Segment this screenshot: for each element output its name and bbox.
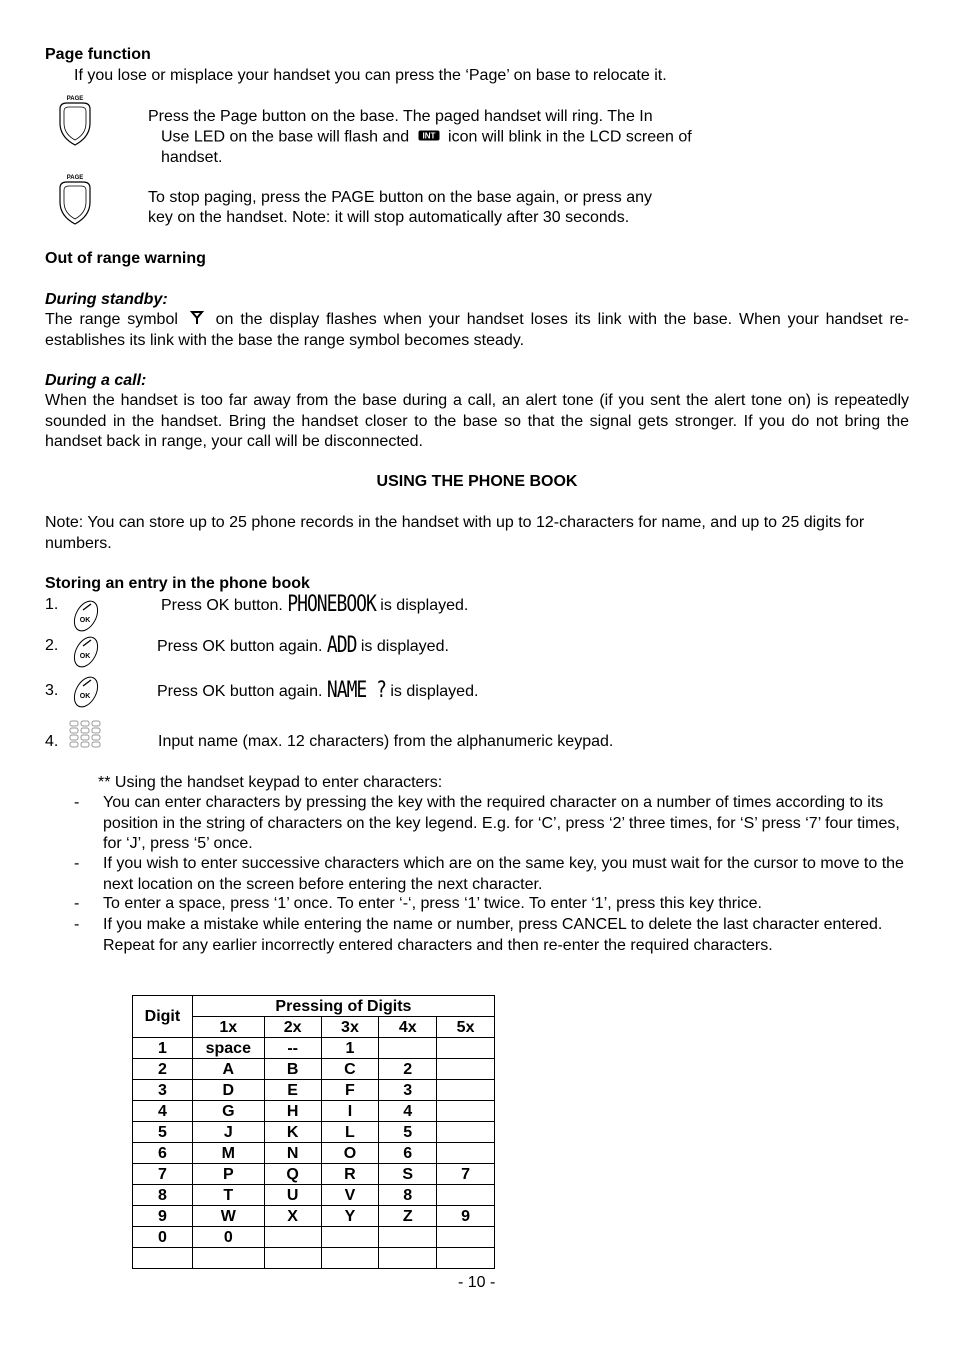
step-4-text: Input name (max. 12 characters) from the alphanumeric keypad. <box>158 733 614 750</box>
standby-text-b: on the display flashes when your handset loses its link with the base. When your handset re-establishes its link with the base the range symbol becomes steady. <box>45 311 909 349</box>
table-cell: T <box>192 1185 264 1206</box>
range-heading: Out of range warning <box>45 250 206 267</box>
table-cell <box>264 1227 321 1248</box>
int-icon <box>418 127 440 148</box>
table-cell <box>437 1227 495 1248</box>
step-1-lcd: PHONEBOOK <box>287 591 376 618</box>
table-cell <box>133 1248 193 1269</box>
table-cell <box>321 1248 379 1269</box>
ok-button-icon-3 <box>73 674 99 717</box>
table-row <box>133 1227 495 1248</box>
table-cell: U <box>264 1185 321 1206</box>
page-step1-line3: handset. <box>161 149 223 166</box>
page-icon-label-2: PAGE <box>66 175 84 181</box>
standby-text-a: The range symbol <box>45 311 178 328</box>
step-3-text <box>157 677 479 704</box>
ok-button-icon-2 <box>73 634 99 677</box>
table-row <box>133 1143 495 1164</box>
table-cell: A <box>192 1059 264 1080</box>
range-symbol-icon <box>191 310 203 331</box>
page-icon-label: PAGE <box>66 96 84 102</box>
page-number: - 10 - <box>458 1274 496 1291</box>
table-cell: 7 <box>437 1164 495 1185</box>
keypad-help-bullet-1: You can enter characters by pressing the key with the required character on a number of times according to its position in the string of characters on the key legend. E.g. for ‘C’, press ‘2’ three times, for ‘S’ press ‘7’ four times, for ‘J’, press ‘5’ once. <box>103 794 900 852</box>
table-cell: 6 <box>133 1143 193 1164</box>
table-cell <box>379 1038 437 1059</box>
call-text: When the handset is too far away from the base during a call, an alert tone (if you sent the alert tone on) is repeatedly sounded in the handset. Bring the handset closer to the base so that the signal gets stronger. If you do not bring the handset back in range, your call will be disconnected. <box>45 392 909 450</box>
table-cell: 0 <box>133 1227 193 1248</box>
table-row <box>133 1206 495 1227</box>
page-step2-line1: To stop paging, press the PAGE button on the base again, or press any <box>148 189 653 206</box>
table-cell: 5 <box>379 1122 437 1143</box>
table-cell <box>192 1248 264 1269</box>
table-cell: S <box>379 1164 437 1185</box>
step-1-number: 1. <box>45 596 59 613</box>
table-cell: 1 <box>321 1038 379 1059</box>
table-cell: M <box>192 1143 264 1164</box>
phonebook-section-title: USING THE PHONE BOOK <box>376 473 578 490</box>
page-step1-line1: Press the Page button on the base. The paged handset will ring. The In <box>148 108 653 125</box>
table-cell: G <box>192 1101 264 1122</box>
table-cell: D <box>192 1080 264 1101</box>
table-cell: 0 <box>192 1227 264 1248</box>
table-cell: 3 <box>133 1080 193 1101</box>
step-3-text-a: Press OK button again. <box>157 683 323 700</box>
table-cell: X <box>264 1206 321 1227</box>
table-row <box>133 1248 495 1269</box>
step-1-text-a: Press OK button. <box>161 597 283 614</box>
bullet-marker-1: - <box>74 794 80 811</box>
keypad-help-bullet-2: If you wish to enter successive characters which are on the same key, you must wait for the cursor to move to the next location on the screen before entering the next character. <box>103 855 904 893</box>
table-cell: E <box>264 1080 321 1101</box>
table-cell: Q <box>264 1164 321 1185</box>
page-step1-text-a: Use LED on the base will flash and <box>161 128 410 146</box>
step-3-lcd: NAME ? <box>326 677 386 704</box>
int-icon-label: INT <box>422 131 436 141</box>
page-step1-text-b: icon will blink in the LCD screen of <box>448 128 692 146</box>
storing-heading: Storing an entry in the phone book <box>45 575 310 592</box>
step-3-text-b: is displayed. <box>390 683 479 700</box>
step-2-text-b: is displayed. <box>360 638 449 655</box>
step-3-number: 3. <box>45 682 59 699</box>
table-row <box>133 1164 495 1185</box>
page-function-intro: If you lose or misplace your handset you can press the ‘Page’ on base to relocate it. <box>74 67 667 84</box>
table-cell: 2 <box>379 1059 437 1080</box>
table-cell: J <box>192 1122 264 1143</box>
standby-text <box>45 310 909 351</box>
table-cell: B <box>264 1059 321 1080</box>
table-row <box>133 1059 495 1080</box>
table-cell: C <box>321 1059 379 1080</box>
table-cell <box>437 1143 495 1164</box>
table-header-row <box>133 996 495 1017</box>
step-2-text <box>157 632 449 659</box>
step-2-lcd: ADD <box>326 632 357 659</box>
press-header-2x: 2x <box>264 1017 321 1038</box>
step-1-text-b: is displayed. <box>380 597 469 614</box>
table-cell: 7 <box>133 1164 193 1185</box>
ok-label: OK <box>79 617 91 624</box>
table-cell <box>437 1248 495 1269</box>
page-function-heading: Page function <box>45 46 151 63</box>
step-4-number: 4. <box>45 733 59 750</box>
press-header-5x: 5x <box>437 1017 495 1038</box>
page-button-icon <box>57 93 93 156</box>
bullet-marker-4: - <box>74 916 80 933</box>
press-header-1x: 1x <box>192 1017 264 1038</box>
phonebook-note: Note: You can store up to 25 phone records in the handset with up to 12-characters for name, and up to 25 digits for numbers. <box>45 514 865 552</box>
standby-heading: During standby: <box>45 291 168 308</box>
table-cell <box>437 1059 495 1080</box>
table-cell: 2 <box>133 1059 193 1080</box>
table-cell <box>379 1248 437 1269</box>
table-cell: 6 <box>379 1143 437 1164</box>
keypad-help-intro: ** Using the handset keypad to enter characters: <box>98 774 443 791</box>
ok-label-2: OK <box>79 653 91 660</box>
keypad-help-bullet-4: If you make a mistake while entering the name or number, press CANCEL to delete the last character entered. Repeat for any earlier incorrectly entered characters and then re-enter the required characters. <box>103 916 883 954</box>
press-header-4x: 4x <box>379 1017 437 1038</box>
table-cell <box>437 1080 495 1101</box>
table-cell <box>379 1227 437 1248</box>
page-step1-line2 <box>161 127 692 148</box>
table-cell: K <box>264 1122 321 1143</box>
digit-header: Digit <box>133 996 193 1038</box>
table-row <box>133 1038 495 1059</box>
table-cell <box>437 1122 495 1143</box>
page-button-icon-2 <box>57 172 93 235</box>
table-row <box>133 1185 495 1206</box>
keypad-help-bullet-3: To enter a space, press ‘1’ once. To enter ‘-‘, press ‘1’ twice. To enter ‘1’, press this key thrice. <box>103 895 762 912</box>
table-cell: O <box>321 1143 379 1164</box>
table-cell: 4 <box>133 1101 193 1122</box>
table-cell: 1 <box>133 1038 193 1059</box>
bullet-marker-2: - <box>74 855 80 872</box>
table-cell <box>264 1248 321 1269</box>
table-cell: 9 <box>437 1206 495 1227</box>
step-2-text-a: Press OK button again. <box>157 638 323 655</box>
table-cell: Y <box>321 1206 379 1227</box>
step-1-text <box>161 591 469 618</box>
table-cell: Z <box>379 1206 437 1227</box>
step-2-number: 2. <box>45 637 59 654</box>
table-cell: P <box>192 1164 264 1185</box>
call-heading: During a call: <box>45 372 147 389</box>
table-cell: 4 <box>379 1101 437 1122</box>
table-cell: space <box>192 1038 264 1059</box>
table-cell <box>437 1185 495 1206</box>
table-cell: 3 <box>379 1080 437 1101</box>
table-cell <box>437 1038 495 1059</box>
table-cell: L <box>321 1122 379 1143</box>
table-cell: W <box>192 1206 264 1227</box>
table-cell <box>437 1101 495 1122</box>
page-step2-line2: key on the handset. Note: it will stop automatically after 30 seconds. <box>148 209 630 226</box>
table-cell: 9 <box>133 1206 193 1227</box>
table-row <box>133 1122 495 1143</box>
table-cell: V <box>321 1185 379 1206</box>
table-cell: I <box>321 1101 379 1122</box>
press-header-3x: 3x <box>321 1017 379 1038</box>
keypad-icon <box>68 718 102 757</box>
table-cell: F <box>321 1080 379 1101</box>
pressing-header: Pressing of Digits <box>192 996 494 1017</box>
keypad-character-table <box>132 995 495 1269</box>
table-cell: H <box>264 1101 321 1122</box>
table-cell: 8 <box>379 1185 437 1206</box>
bullet-marker-3: - <box>74 895 80 912</box>
table-cell: R <box>321 1164 379 1185</box>
ok-label-3: OK <box>79 693 91 700</box>
table-row <box>133 1101 495 1122</box>
table-cell: N <box>264 1143 321 1164</box>
table-cell: 8 <box>133 1185 193 1206</box>
table-cell: -- <box>264 1038 321 1059</box>
table-cell: 5 <box>133 1122 193 1143</box>
table-cell <box>321 1227 379 1248</box>
table-row <box>133 1080 495 1101</box>
